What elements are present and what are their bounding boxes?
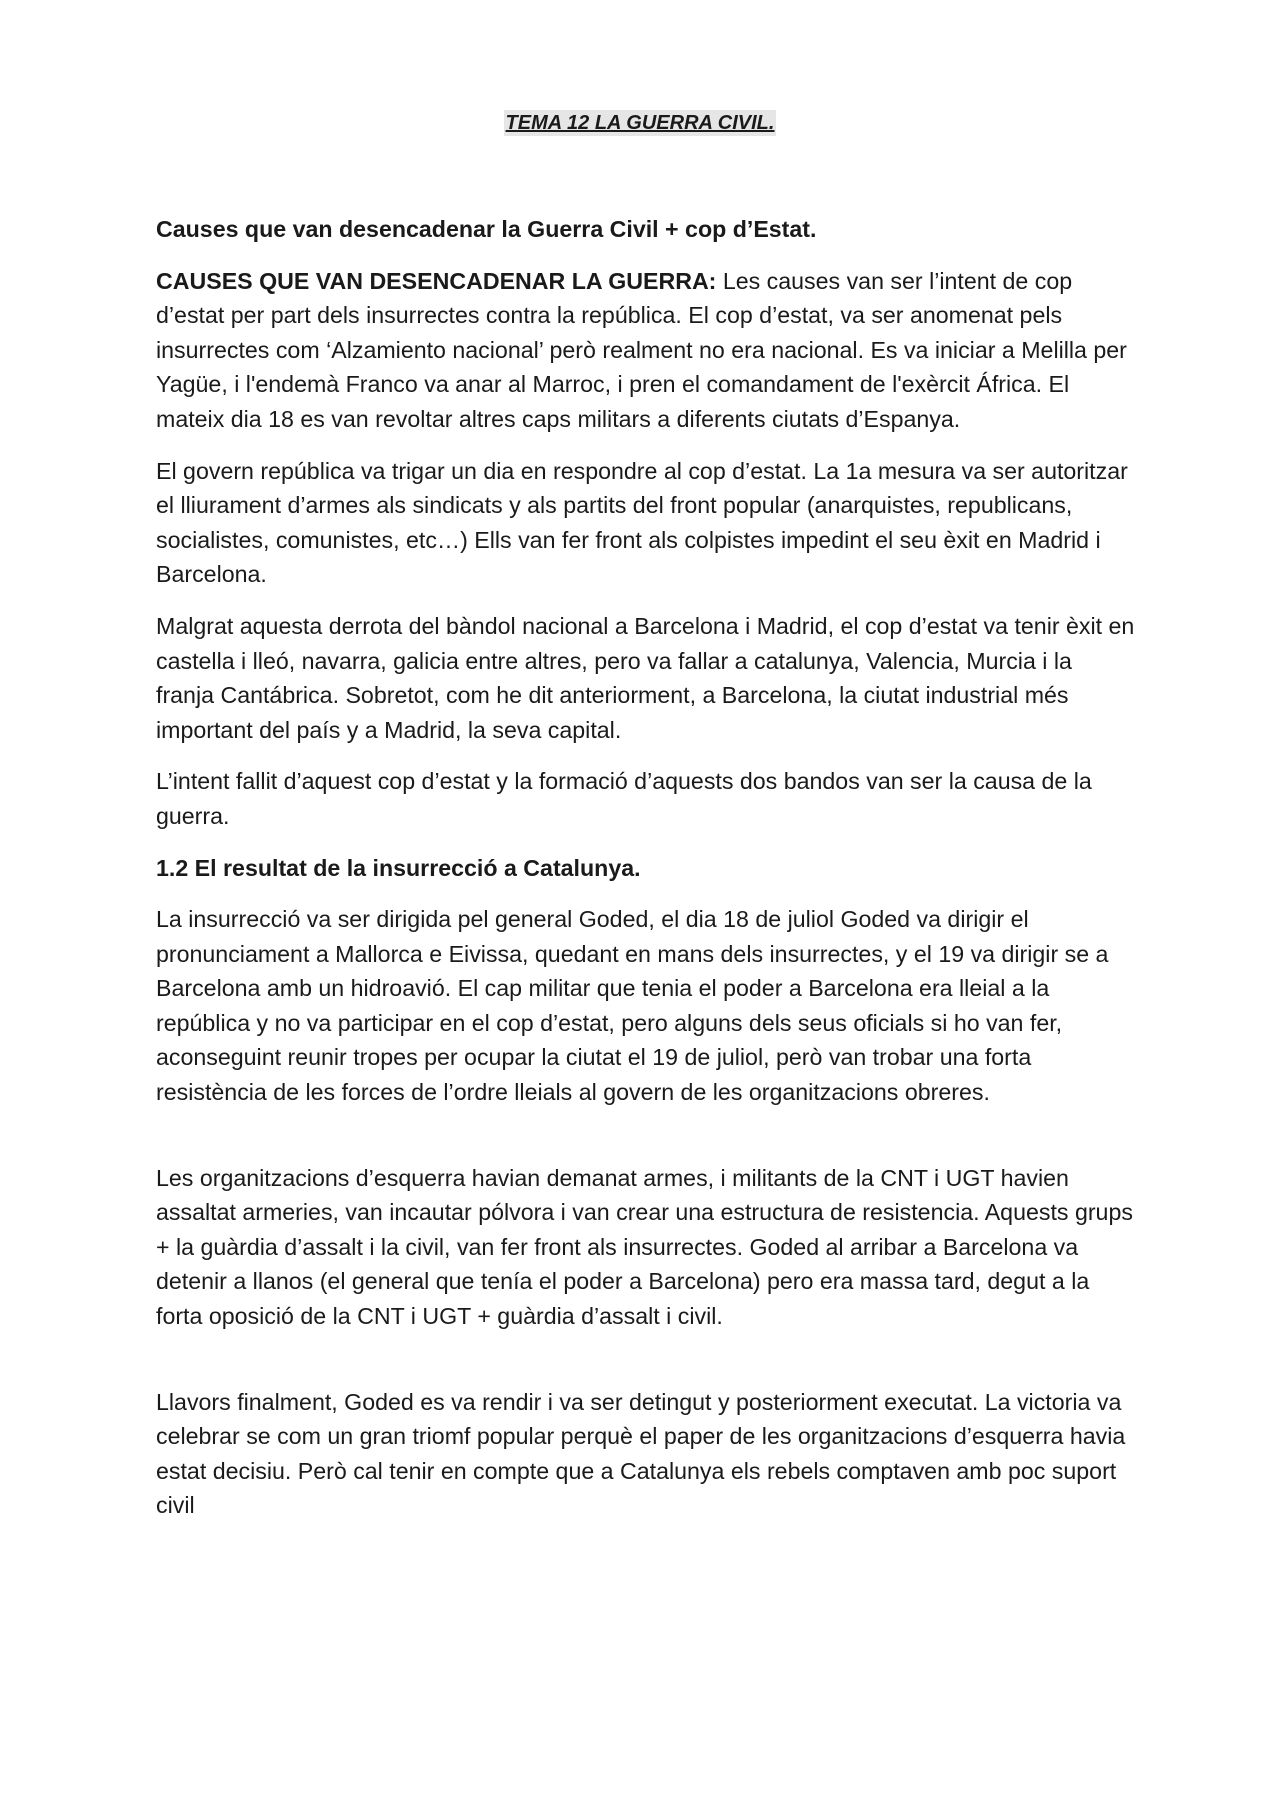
paragraph-goded-surrender: Llavors finalment, Goded es va rendir i va ser detingut y posteriorment executat. La victoria va celebrar se com un gran triomf popular perquè el paper de les organitzacions d’esquerra havia estat decisiu. Però cal tenir en compte que a Catalunya els rebels comptaven amb poc suport civil	[156, 1388, 1126, 1519]
document-body	[156, 212, 1136, 1540]
paragraph-government-response: El govern república va trigar un dia en respondre al cop d’estat. La 1a mesura va ser autoritzar el lliurament d’armes als sindicats y als partits del front popular (anarquistes, republicans, socialistes, comunistes, etc…) Ells van fer front als colpistes impedint el seu èxit en Madrid i Barcelona.	[156, 457, 1128, 588]
paragraph-lead: CAUSES QUE VAN DESENCADENAR LA GUERRA:	[156, 267, 717, 294]
paragraph-causes	[156, 264, 1136, 437]
paragraph-left-organizations: Les organitzacions d’esquerra havian demanat armes, i militants de la CNT i UGT havien assaltat armeries, van incautar pólvora i van crear una estructura de resistencia. Aquests grups + la guàrdia d’assalt i la civil, van fer front als insurrectes. Goded al arribar a Barcelona va detenir a llanos (el general que tenía el poder a Barcelona) pero era massa tard, degut a la forta oposició de la CNT i UGT + guàrdia d’assalt i civil.	[156, 1164, 1133, 1330]
title-wrapper	[0, 110, 1280, 136]
paragraph-coup-results: Malgrat aquesta derrota del bàndol nacional a Barcelona i Madrid, el cop d’estat va tenir èxit en castella i lleó, navarra, galicia entre altres, pero va fallar a catalunya, Valencia, Murcia i la franja Cantábrica. Sobretot, com he dit anteriorment, a Barcelona, la ciutat industrial més important del país y a Madrid, la seva capital.	[156, 612, 1135, 743]
section-heading-causes: Causes que van desencadenar la Guerra Civil + cop d’Estat.	[156, 216, 817, 242]
paragraph-insurrection: La insurrecció va ser dirigida pel general Goded, el dia 18 de juliol Goded va dirigir el pronunciament a Mallorca e Eivissa, quedant en mans dels insurrectes, y el 19 va dirigir se a Barcelona amb un hidroavió. El cap militar que tenia el poder a Barcelona era lleial a la república y no va participar en el cop d’estat, pero alguns dels seus oficials si ho van fer, aconseguint reunir tropes per ocupar la ciutat el 19 de juliol, però van trobar una forta resistència de les forces de l’ordre lleials al govern de les organitzacions obreres.	[156, 906, 1109, 1106]
document-title: TEMA 12 LA GUERRA CIVIL.	[505, 112, 775, 134]
paragraph-text: Les causes van ser l’intent de cop d’estat per part dels insurrectes contra la república. El cop d’estat, va ser anomenat pels insurrectes com ‘Alzamiento nacional’ però realment no era nacional. Es va iniciar a Melilla per Yagüe, i l'endemà Franco va anar al Marroc, i pren el comandament de l'exèrcit África. El mateix dia 18 es van revoltar altres caps militars a diferents ciutats d’Espanya.	[156, 267, 1127, 432]
section-heading-catalunya: 1.2 El resultat de la insurrecció a Catalunya.	[156, 854, 641, 881]
paragraph-war-cause: L’intent fallit d’aquest cop d’estat y la formació d’aquests dos bandos van ser la causa de la guerra.	[156, 768, 1092, 829]
